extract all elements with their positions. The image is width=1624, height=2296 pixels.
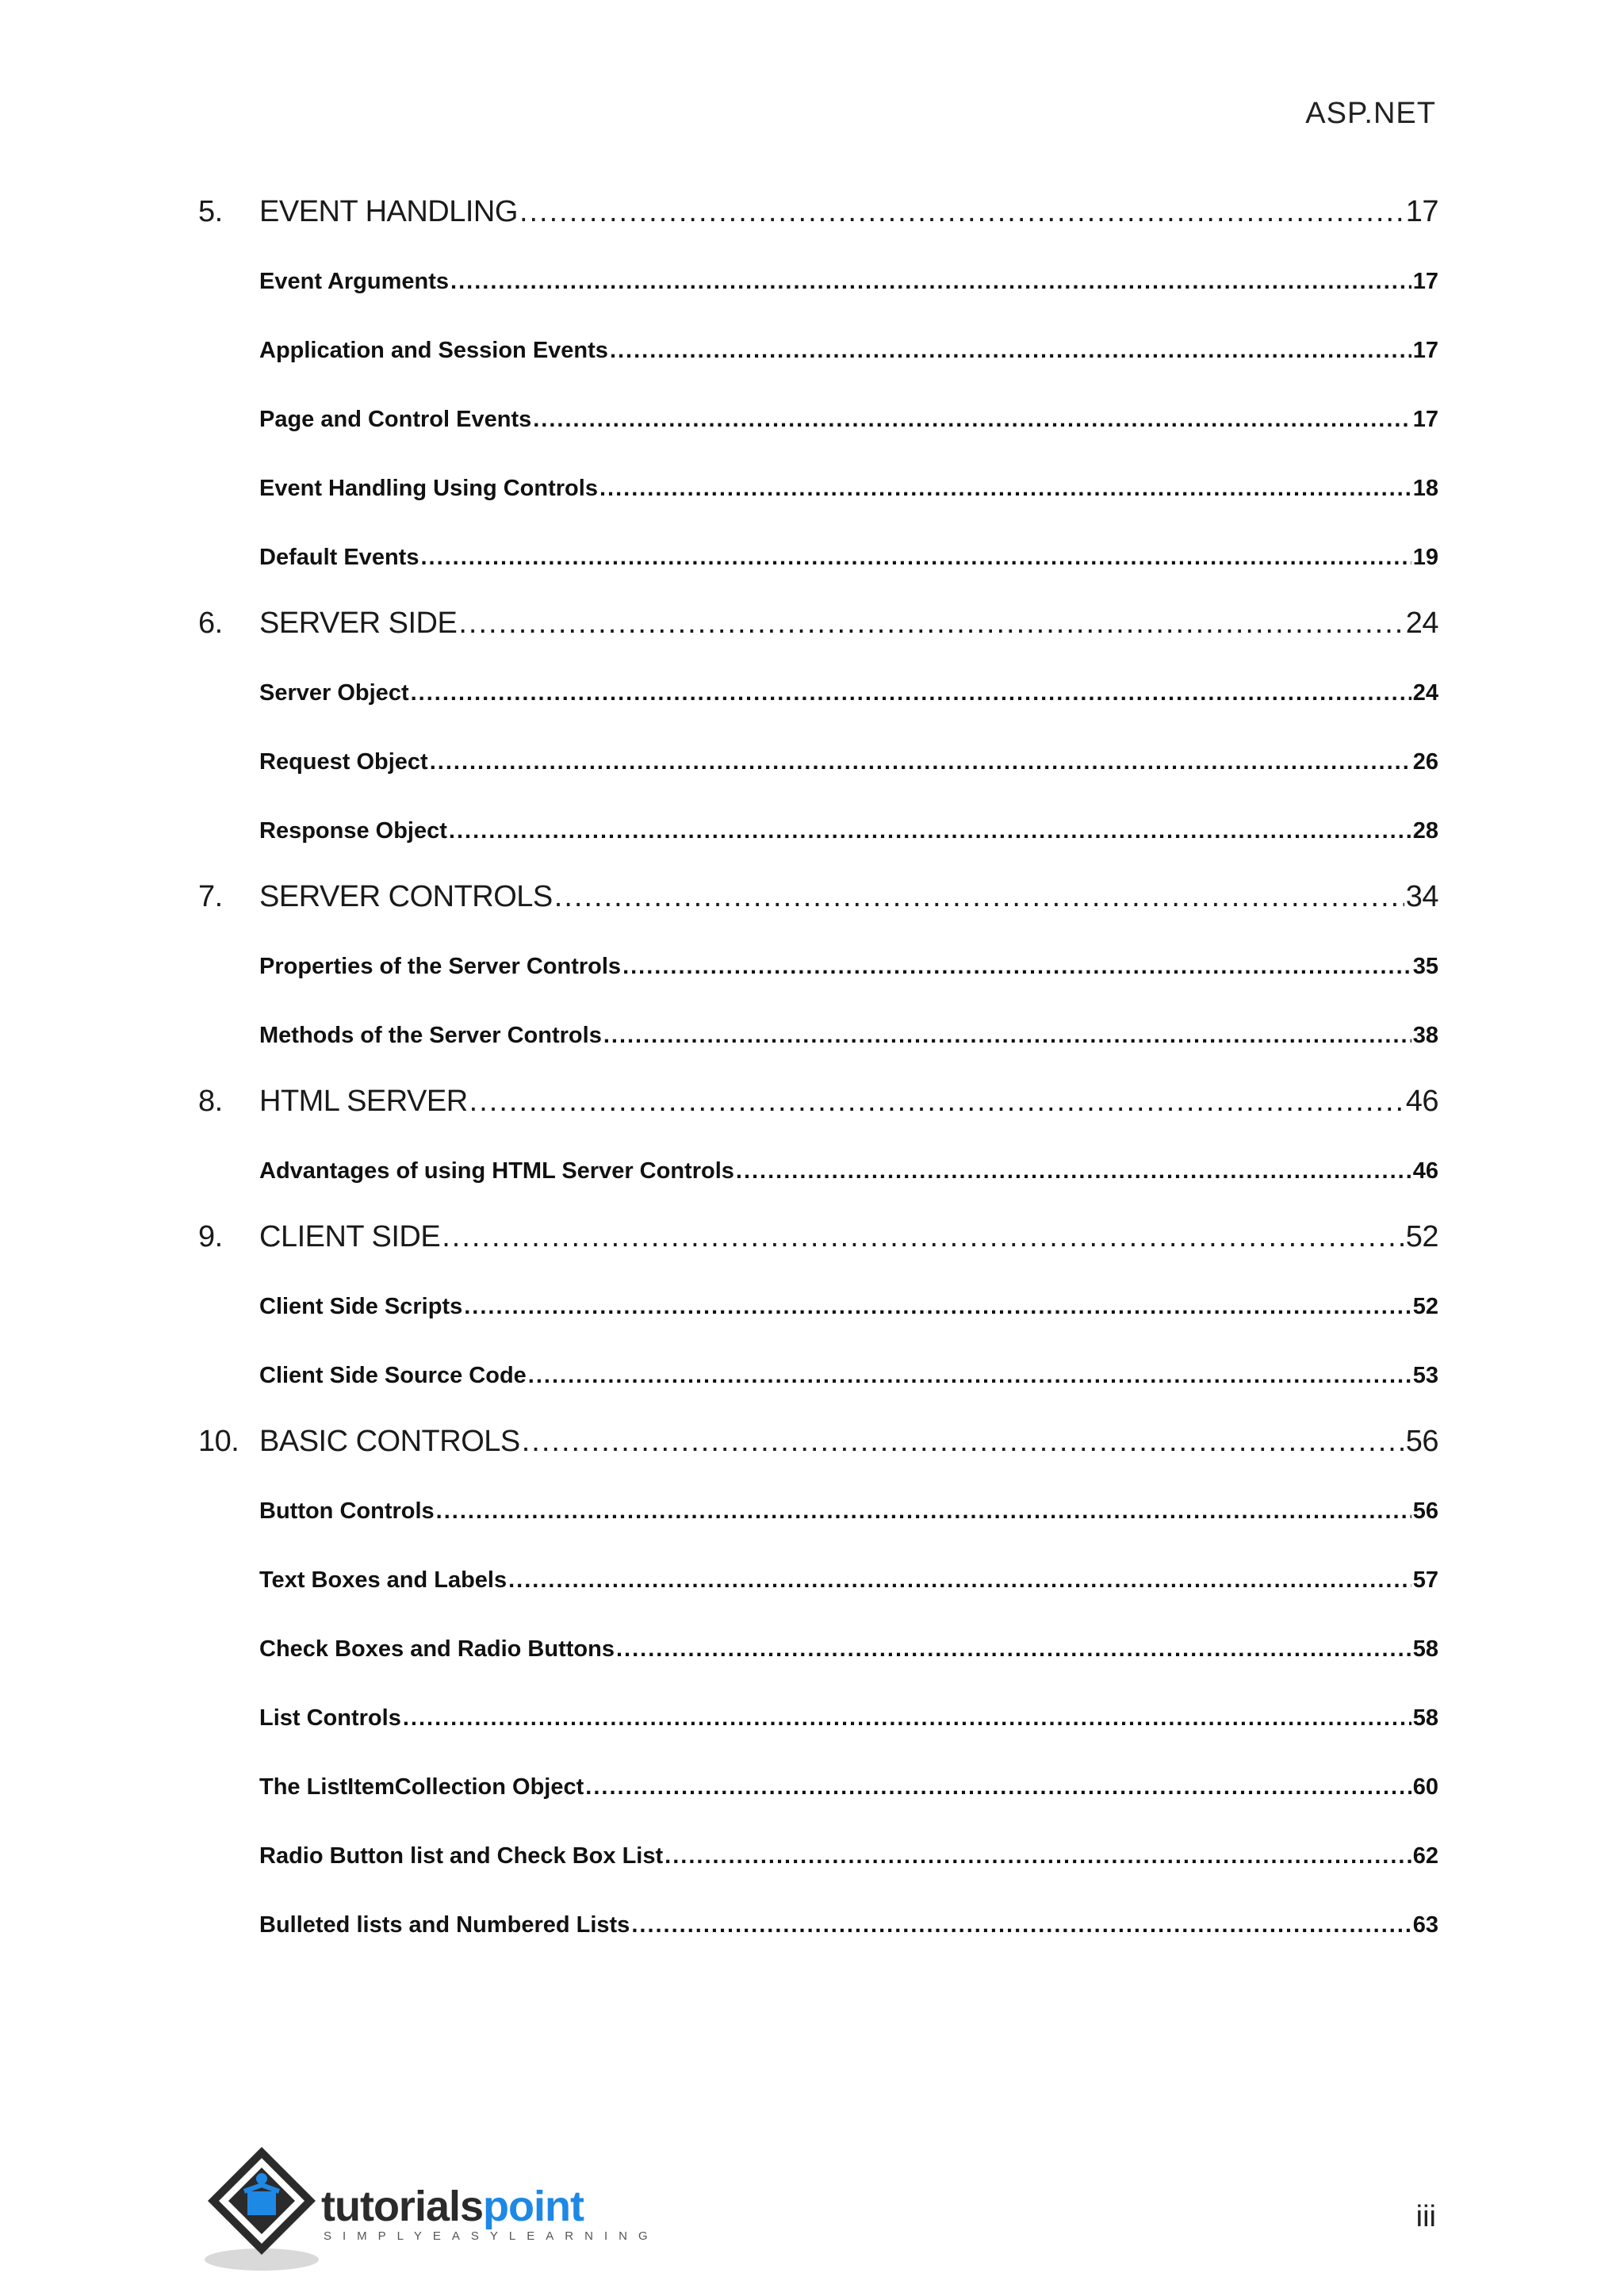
- entry-title: Event Handling Using Controls: [259, 476, 598, 501]
- logo-emblem-icon: [198, 2141, 325, 2275]
- toc-entry-row[interactable]: [259, 1546, 1438, 1615]
- entry-page-number: 62: [1412, 1843, 1438, 1869]
- toc-entry-row[interactable]: [259, 316, 1438, 385]
- entry-page-number: 60: [1412, 1774, 1438, 1800]
- chapter-number: 5.: [198, 195, 223, 228]
- toc-entry-row[interactable]: [259, 932, 1438, 1001]
- entry-title: Page and Control Events: [259, 407, 532, 432]
- entry-page-number: 56: [1412, 1498, 1438, 1524]
- entry-page-number: 57: [1412, 1567, 1438, 1593]
- toc-entry-row[interactable]: [259, 1753, 1438, 1822]
- dot-leader: [599, 454, 1411, 523]
- entry-title: The ListItemCollection Object: [259, 1774, 584, 1800]
- toc-entry-row[interactable]: [259, 1272, 1438, 1341]
- toc-entry-row[interactable]: [259, 1615, 1438, 1684]
- chapter-page-number: 34: [1405, 880, 1438, 913]
- dot-leader: [554, 880, 1404, 914]
- entry-page-number: 63: [1412, 1912, 1438, 1938]
- chapter-page-number: 24: [1405, 607, 1438, 640]
- chapter-title: SERVER CONTROLS: [259, 880, 553, 913]
- entry-page-number: 58: [1412, 1705, 1438, 1731]
- chapter-number: 7.: [198, 880, 223, 913]
- dot-leader: [585, 1753, 1411, 1822]
- entry-title: Text Boxes and Labels: [259, 1567, 508, 1593]
- entry-page-number: 17: [1412, 407, 1438, 432]
- dot-leader: [522, 1425, 1404, 1459]
- dot-leader: [450, 247, 1411, 316]
- entry-title: Event Arguments: [259, 269, 450, 294]
- dot-leader: [616, 1615, 1411, 1684]
- dot-leader: [603, 1001, 1411, 1070]
- toc-chapter-block: [198, 195, 1438, 592]
- dot-leader: [411, 659, 1411, 728]
- toc-entry-row[interactable]: [259, 1684, 1438, 1753]
- entry-title: Server Object: [259, 680, 409, 706]
- toc-entry-row[interactable]: [259, 1137, 1438, 1206]
- entry-page-number: 17: [1412, 338, 1438, 363]
- dot-leader: [442, 1220, 1404, 1254]
- chapter-page-number: 52: [1405, 1220, 1438, 1253]
- chapter-title: EVENT HANDLING: [259, 195, 518, 228]
- dot-leader: [622, 932, 1411, 1001]
- entry-title: Client Side Source Code: [259, 1363, 527, 1388]
- chapter-page-number: 56: [1405, 1425, 1438, 1458]
- toc-chapter-row[interactable]: [198, 1220, 1438, 1268]
- entry-page-number: 28: [1412, 818, 1438, 844]
- chapter-title: BASIC CONTROLS: [259, 1425, 520, 1458]
- logo-wordmark: tutorialspoint: [321, 2183, 584, 2230]
- dot-leader: [519, 195, 1404, 229]
- entry-page-number: 19: [1412, 545, 1438, 570]
- running-header: ASP.NET: [1305, 97, 1436, 130]
- chapter-number: 6.: [198, 607, 223, 640]
- dot-leader: [736, 1137, 1411, 1206]
- chapter-number: 9.: [198, 1220, 223, 1253]
- entry-title: Application and Session Events: [259, 338, 608, 363]
- toc-chapter-row[interactable]: [198, 880, 1438, 928]
- toc-entry-row[interactable]: [259, 1341, 1438, 1410]
- toc-chapter-row[interactable]: [198, 1085, 1438, 1132]
- chapter-number: 10.: [198, 1425, 239, 1458]
- entry-title: Radio Button list and Check Box List: [259, 1843, 664, 1869]
- toc-entry-row[interactable]: [259, 1477, 1438, 1546]
- toc-entry-row[interactable]: [259, 659, 1438, 728]
- toc-chapter-row[interactable]: [198, 607, 1438, 654]
- toc-entry-row[interactable]: [259, 1891, 1438, 1960]
- chapter-title: HTML SERVER: [259, 1085, 468, 1118]
- toc-chapter-block: [198, 1425, 1438, 1960]
- logo-tagline: SIMPLYEASYLEARNING: [324, 2229, 659, 2243]
- toc-entry-row[interactable]: [259, 247, 1438, 316]
- dot-leader: [508, 1546, 1411, 1615]
- dot-leader: [464, 1272, 1411, 1341]
- entry-page-number: 17: [1412, 269, 1438, 294]
- entry-page-number: 52: [1412, 1294, 1438, 1319]
- toc-entry-row[interactable]: [259, 728, 1438, 797]
- chapter-number: 8.: [198, 1085, 223, 1118]
- dot-leader: [533, 385, 1411, 454]
- dot-leader: [631, 1891, 1411, 1960]
- entry-page-number: 38: [1412, 1023, 1438, 1048]
- entry-page-number: 18: [1412, 476, 1438, 501]
- chapter-title: SERVER SIDE: [259, 607, 458, 640]
- entry-page-number: 46: [1412, 1158, 1438, 1184]
- toc-entry-row[interactable]: [259, 1001, 1438, 1070]
- toc-entry-row[interactable]: [259, 797, 1438, 866]
- toc-chapter-row[interactable]: [198, 1425, 1438, 1472]
- toc-chapter-row[interactable]: [198, 195, 1438, 243]
- table-of-contents: [198, 195, 1438, 1974]
- entry-title: Advantages of using HTML Server Controls: [259, 1158, 734, 1184]
- entry-page-number: 26: [1412, 749, 1438, 775]
- toc-entry-row[interactable]: [259, 454, 1438, 523]
- dot-leader: [403, 1684, 1411, 1753]
- entry-title: Check Boxes and Radio Buttons: [259, 1636, 615, 1662]
- entry-page-number: 24: [1412, 680, 1438, 706]
- entry-page-number: 53: [1412, 1363, 1438, 1388]
- toc-chapter-block: [198, 1085, 1438, 1206]
- entry-title: Button Controls: [259, 1498, 435, 1524]
- toc-entry-row[interactable]: [259, 385, 1438, 454]
- page-number: iii: [1415, 2200, 1436, 2233]
- entry-title: Default Events: [259, 545, 419, 570]
- dot-leader: [458, 607, 1404, 641]
- dot-leader: [469, 1085, 1404, 1119]
- dot-leader: [610, 316, 1411, 385]
- dot-leader: [436, 1477, 1411, 1546]
- toc-chapter-block: [198, 607, 1438, 866]
- chapter-page-number: 46: [1405, 1085, 1438, 1118]
- entry-title: List Controls: [259, 1705, 401, 1731]
- toc-chapter-block: [198, 1220, 1438, 1410]
- toc-entry-row[interactable]: [259, 523, 1438, 592]
- entry-title: Client Side Scripts: [259, 1294, 463, 1319]
- chapter-title: CLIENT SIDE: [259, 1220, 441, 1253]
- entry-title: Bulleted lists and Numbered Lists: [259, 1912, 630, 1938]
- toc-entry-row[interactable]: [259, 1822, 1438, 1891]
- entry-page-number: 58: [1412, 1636, 1438, 1662]
- chapter-page-number: 17: [1405, 195, 1438, 228]
- dot-leader: [665, 1822, 1411, 1891]
- dot-leader: [420, 523, 1411, 592]
- entry-page-number: 35: [1412, 954, 1438, 979]
- entry-title: Properties of the Server Controls: [259, 954, 622, 979]
- toc-chapter-block: [198, 880, 1438, 1070]
- entry-title: Response Object: [259, 818, 447, 844]
- entry-title: Request Object: [259, 749, 428, 775]
- entry-title: Methods of the Server Controls: [259, 1023, 602, 1048]
- dot-leader: [449, 797, 1411, 866]
- dot-leader: [430, 728, 1411, 797]
- tutorialspoint-logo: [198, 2141, 659, 2275]
- dot-leader: [528, 1341, 1411, 1410]
